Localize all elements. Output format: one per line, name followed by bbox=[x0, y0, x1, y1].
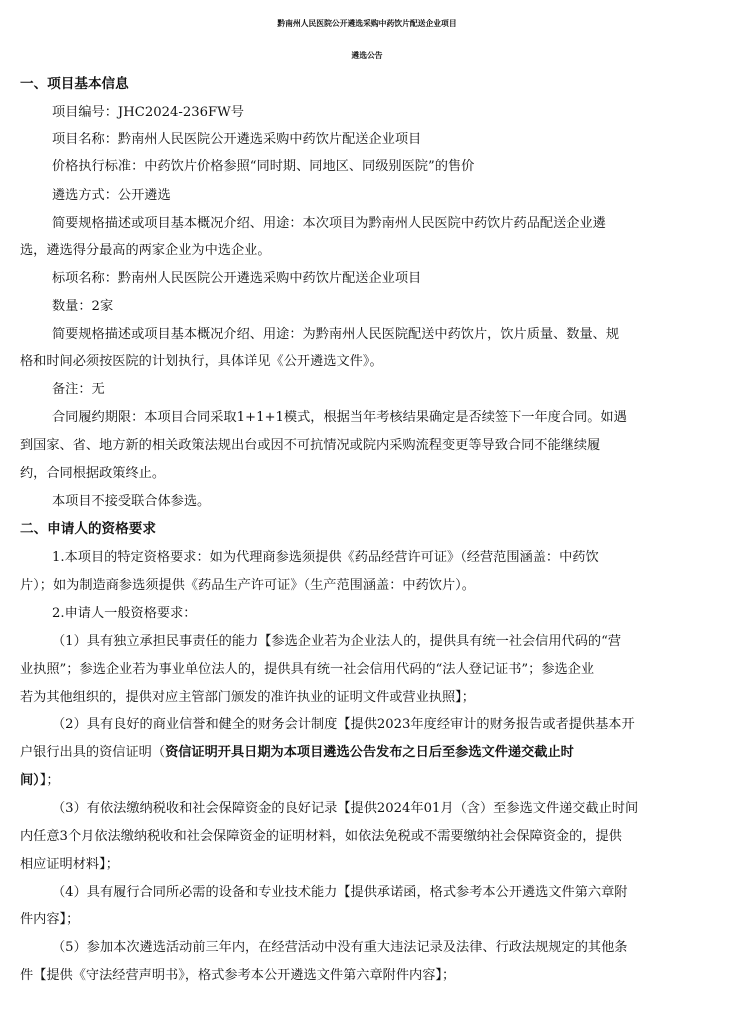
document-title-line1: 黔南州人民医院公开遴选采购中药饮片配送企业项目 bbox=[277, 19, 457, 28]
project-name: 项目名称：黔南州人民医院公开遴选采购中药饮片配送企业项目 bbox=[52, 132, 422, 147]
item2-line2 bbox=[20, 744, 574, 762]
consortium-note: 本项目不接受联合体参选。 bbox=[52, 494, 211, 509]
item3-line2: 内任意3个月依法缴纳税收和社会保障资金的证明材料，如依法免税或不需要缴纳社会保障资金的，提供 bbox=[20, 829, 622, 844]
item1-title: （1）具有独立承担民事责任的能力 bbox=[52, 634, 259, 649]
item2-bold-note: 资信证明开具日期为本项目遴选公告发布之日后至参选文件递交截止时 bbox=[165, 745, 574, 760]
general-requirement-heading: 2.申请人一般资格要求： bbox=[52, 606, 197, 621]
item4-detail: 【提供承诺函，格式参考本公开遴选文件第六章附 bbox=[337, 885, 628, 900]
lot-overview-line1: 简要规格描述或项目基本概况介绍、用途：为黔南州人民医院配送中药饮片，饮片质量、数量、规 bbox=[52, 327, 620, 342]
item3-line3: 相应证明材料】； bbox=[20, 857, 119, 872]
item1-line2: 业执照”；参选企业若为事业单位法人的，提供具有统一社会信用代码的“法人登记证书”；参选企业 bbox=[20, 662, 595, 677]
project-overview-line2: 选，遴选得分最高的两家企业为中选企业。 bbox=[20, 243, 271, 258]
section-heading-qualifications: 二、申请人的资格要求 bbox=[20, 521, 156, 537]
selection-method: 遴选方式：公开遴选 bbox=[52, 188, 171, 203]
item3-line1 bbox=[52, 800, 638, 818]
item2-title: （2）具有良好的商业信誉和健全的财务会计制度 bbox=[52, 717, 338, 732]
contract-term-line1: 合同履约期限：本项目合同采取1+1+1模式，根据当年考核结果确定是否续签下一年度合同。如遇 bbox=[52, 410, 627, 425]
item3-title: （3）有依法缴纳税收和社会保障资金的良好记录 bbox=[52, 801, 338, 816]
item4-line2: 件内容】； bbox=[20, 912, 80, 927]
specific-requirement-line2: 片）；如为制造商参选须提供《药品生产许可证》（生产范围涵盖：中药饮片）。 bbox=[20, 578, 475, 593]
item2-end: 】； bbox=[39, 773, 60, 788]
item2-bank-text: 户银行出具的资信证明（ bbox=[20, 745, 166, 760]
item4-line1 bbox=[52, 884, 627, 902]
item5-line2 bbox=[20, 967, 455, 985]
item1-line1 bbox=[52, 633, 621, 651]
item3-detail: 【提供2024年01月（含）至参选文件递交截止时间 bbox=[337, 801, 639, 816]
contract-term-line2: 到国家、省、地方新的相关政策法规出台或因不可抗情况或院内采购流程变更等导致合同不能继续履 bbox=[20, 438, 601, 453]
item2-line3 bbox=[20, 772, 60, 790]
document-title-line2: 遴选公告 bbox=[351, 51, 383, 60]
project-overview-line1: 简要规格描述或项目基本概况介绍、用途：本次项目为黔南州人民医院中药饮片药品配送企业遴 bbox=[52, 216, 606, 231]
item5-line1: （5）参加本次遴选活动前三年内，在经营活动中没有重大违法记录及法律、行政法规规定的其他条 bbox=[52, 940, 628, 955]
lot-name: 标项名称：黔南州人民医院公开遴选采购中药饮片配送企业项目 bbox=[52, 271, 422, 286]
quantity: 数量：2家 bbox=[52, 299, 114, 314]
lot-overview-line2: 格和时间必须按医院的计划执行，具体详见《公开遴选文件》。 bbox=[20, 354, 383, 369]
item5-detail: 【提供《守法经营声明书》，格式参考本公开遴选文件第六章附件内容】； bbox=[33, 968, 456, 983]
contract-term-line3: 约，合同根据政策终止。 bbox=[20, 466, 166, 481]
item5-title-end: 件 bbox=[20, 968, 34, 983]
specific-requirement-line1: 1.本项目的特定资格要求：如为代理商参选须提供《药品经营许可证》（经营范围涵盖：中药饮 bbox=[52, 550, 599, 565]
item2-bold-note-end: 间） bbox=[20, 773, 40, 788]
item2-line1 bbox=[52, 716, 635, 734]
item4-title: （4）具有履行合同所必需的设备和专业技术能力 bbox=[52, 885, 338, 900]
item2-detail: 【提供2023年度经审计的财务报告或者提供基本开 bbox=[337, 717, 635, 732]
remarks: 备注：无 bbox=[52, 382, 105, 397]
section-heading-basic-info: 一、项目基本信息 bbox=[20, 76, 129, 92]
price-standard: 价格执行标准：中药饮片价格参照“同时期、同地区、同级别医院”的售价 bbox=[52, 159, 475, 174]
item1-detail: 【参选企业若为企业法人的，提供具有统一社会信用代码的“营 bbox=[258, 634, 622, 649]
item1-line3: 若为其他组织的，提供对应主管部门颁发的准许执业的证明文件或营业执照】； bbox=[20, 690, 475, 705]
project-number: 项目编号：JHC2024-236FW号 bbox=[52, 105, 244, 120]
